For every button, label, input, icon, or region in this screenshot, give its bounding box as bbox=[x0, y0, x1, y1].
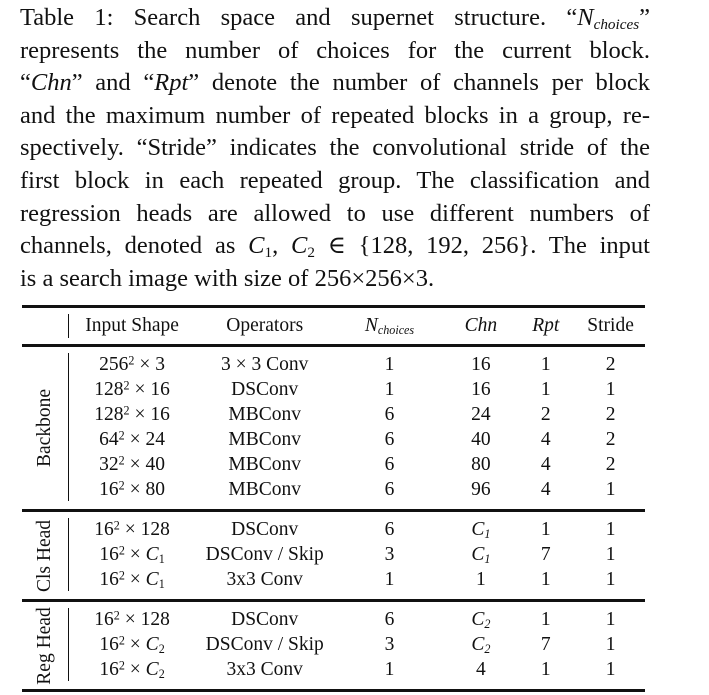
shape-rest: × 16 bbox=[129, 404, 170, 425]
cell-stride: 2 bbox=[605, 429, 616, 450]
chn-value: C bbox=[471, 544, 485, 565]
caption-text: ” denote the number of channels per block bbox=[188, 69, 650, 97]
table-row bbox=[22, 567, 645, 592]
cell-rpt: 1 bbox=[540, 379, 551, 400]
header-n-choices bbox=[333, 308, 447, 344]
chn-value: C bbox=[471, 519, 485, 540]
caption-text: , bbox=[272, 232, 292, 260]
caption-line: regression heads are allowed to use different numbers of bbox=[20, 199, 650, 227]
cell-chn bbox=[447, 352, 516, 377]
header-n-base: N bbox=[364, 315, 378, 336]
cell-rpt: 2 bbox=[540, 404, 551, 425]
group-label: Backbone bbox=[34, 389, 55, 467]
cell-operator: MBConv bbox=[228, 429, 302, 450]
cell-n-choices: 6 bbox=[384, 454, 395, 475]
math-chn: Chn bbox=[30, 69, 72, 97]
cell-input-shape bbox=[67, 377, 197, 402]
shape-rest: × 128 bbox=[119, 519, 170, 540]
shape-var: C bbox=[145, 634, 159, 655]
cell-operator: DSConv bbox=[231, 609, 299, 630]
shape-base: 16 bbox=[99, 569, 119, 590]
shape-rest: × 16 bbox=[129, 379, 170, 400]
cell-rpt: 1 bbox=[540, 659, 551, 680]
shape-base: 16 bbox=[99, 634, 119, 655]
cell-input-shape bbox=[67, 477, 197, 502]
cell-rpt: 4 bbox=[540, 479, 551, 500]
header-rpt: Rpt bbox=[532, 315, 560, 336]
caption-line: spectively. “Stride” indicates the convolutional stride of the bbox=[20, 134, 650, 162]
cell-stride: 1 bbox=[605, 479, 616, 500]
chn-sub: 1 bbox=[484, 527, 491, 542]
caption-line: is a search image with size of 256×256×3. bbox=[20, 264, 435, 292]
bottom-rule bbox=[22, 689, 645, 692]
cell-stride: 1 bbox=[605, 519, 616, 540]
chn-sub: 2 bbox=[484, 642, 491, 657]
cell-n-choices: 1 bbox=[384, 659, 395, 680]
chn-value: 80 bbox=[471, 454, 491, 475]
chn-sub: 1 bbox=[484, 552, 491, 567]
cell-operator: MBConv bbox=[228, 454, 302, 475]
cell-chn bbox=[447, 477, 516, 502]
caption-text: ” bbox=[639, 4, 650, 31]
caption-text: “ bbox=[20, 69, 31, 97]
cell-n-choices: 1 bbox=[384, 569, 395, 590]
cell-chn bbox=[447, 607, 516, 632]
math-c2-sub: 2 bbox=[307, 243, 315, 261]
header-n-sub: choices bbox=[377, 323, 415, 338]
cell-n-choices: 3 bbox=[384, 544, 395, 565]
shape-exponent: 2 bbox=[123, 403, 130, 418]
shape-exponent: 2 bbox=[113, 518, 120, 533]
cell-stride: 2 bbox=[605, 454, 616, 475]
shape-base: 16 bbox=[94, 519, 114, 540]
cell-rpt: 1 bbox=[540, 609, 551, 630]
group-cls-head bbox=[22, 512, 645, 599]
cell-input-shape bbox=[67, 567, 197, 592]
group-divider bbox=[68, 608, 69, 681]
table-row bbox=[22, 657, 645, 682]
chn-value: 40 bbox=[471, 429, 491, 450]
shape-base: 16 bbox=[99, 479, 119, 500]
caption-text: ” and “ bbox=[71, 69, 155, 97]
shape-rest: × 3 bbox=[134, 354, 165, 375]
header-chn: Chn bbox=[464, 315, 498, 336]
group-backbone bbox=[22, 347, 645, 509]
cell-stride: 1 bbox=[605, 569, 616, 590]
header-stride: Stride bbox=[587, 315, 634, 336]
cell-chn bbox=[447, 427, 516, 452]
caption-text: ∈ {128, 192, 256}. The input bbox=[314, 232, 650, 260]
cell-chn bbox=[447, 567, 516, 592]
header-input-shape: Input Shape bbox=[85, 315, 179, 336]
cell-n-choices: 6 bbox=[384, 519, 395, 540]
shape-base: 128 bbox=[94, 404, 124, 425]
shape-var: C bbox=[145, 544, 159, 565]
caption-line bbox=[20, 67, 650, 100]
group-label: Cls Head bbox=[34, 519, 55, 592]
cell-chn bbox=[447, 657, 516, 682]
caption-line: first block in each repeated group. The classification and bbox=[20, 166, 650, 194]
shape-exponent: 2 bbox=[118, 568, 125, 583]
table-body bbox=[22, 347, 645, 692]
cell-input-shape bbox=[67, 657, 197, 682]
cell-n-choices: 3 bbox=[384, 634, 395, 655]
cell-operator: DSConv bbox=[231, 379, 299, 400]
cell-chn bbox=[447, 632, 516, 657]
math-c1-sub: 1 bbox=[264, 243, 273, 261]
cell-stride: 1 bbox=[605, 609, 616, 630]
caption-line bbox=[20, 2, 650, 35]
cell-operator: MBConv bbox=[228, 479, 302, 500]
table-row bbox=[22, 402, 645, 427]
table-row bbox=[22, 542, 645, 567]
caption-text: Table 1: Search space and supernet structure. “ bbox=[20, 4, 578, 31]
group-label: Reg Head bbox=[34, 606, 55, 685]
cell-input-shape bbox=[67, 632, 197, 657]
shape-exponent: 2 bbox=[128, 353, 135, 368]
table-row bbox=[22, 632, 645, 657]
math-n bbox=[577, 4, 639, 31]
shape-base: 64 bbox=[99, 429, 119, 450]
table-row bbox=[22, 477, 645, 502]
cell-operator: 3 × 3 Conv bbox=[221, 354, 309, 375]
shape-var-sub: 2 bbox=[158, 667, 165, 682]
cell-operator: MBConv bbox=[228, 404, 302, 425]
shape-base: 32 bbox=[99, 454, 119, 475]
math-c2: C bbox=[291, 232, 308, 260]
cell-rpt: 4 bbox=[540, 429, 551, 450]
cell-input-shape bbox=[67, 452, 197, 477]
cell-operator: DSConv bbox=[231, 519, 299, 540]
chn-value: C bbox=[471, 609, 485, 630]
shape-rest: × bbox=[124, 544, 146, 565]
cell-stride: 1 bbox=[605, 544, 616, 565]
cell-n-choices: 6 bbox=[384, 404, 395, 425]
shape-var-sub: 1 bbox=[158, 552, 165, 567]
cell-stride: 1 bbox=[605, 659, 616, 680]
table-row bbox=[22, 517, 645, 542]
table-header bbox=[22, 308, 645, 344]
cell-input-shape bbox=[67, 352, 197, 377]
caption-line bbox=[20, 230, 650, 263]
table-row bbox=[22, 352, 645, 377]
shape-rest: × bbox=[124, 634, 146, 655]
table-row bbox=[22, 452, 645, 477]
chn-value: 4 bbox=[476, 659, 486, 680]
shape-exponent: 2 bbox=[118, 428, 125, 443]
cell-rpt: 7 bbox=[540, 634, 551, 655]
cell-chn bbox=[447, 517, 516, 542]
chn-value: 16 bbox=[471, 379, 491, 400]
search-space-table bbox=[22, 305, 645, 692]
shape-rest: × 80 bbox=[124, 479, 165, 500]
shape-exponent: 2 bbox=[118, 453, 125, 468]
cell-operator: DSConv / Skip bbox=[205, 544, 324, 565]
shape-rest: × bbox=[124, 659, 146, 680]
shape-var-sub: 1 bbox=[158, 577, 165, 592]
cell-rpt: 1 bbox=[540, 354, 551, 375]
cell-n-choices: 6 bbox=[384, 479, 395, 500]
shape-rest: × 40 bbox=[124, 454, 165, 475]
cell-chn bbox=[447, 377, 516, 402]
table-caption bbox=[20, 2, 650, 295]
shape-base: 256 bbox=[99, 354, 129, 375]
chn-value: 16 bbox=[471, 354, 491, 375]
cell-chn bbox=[447, 542, 516, 567]
group-divider bbox=[68, 353, 69, 501]
cell-operator: DSConv / Skip bbox=[205, 634, 324, 655]
math-c1: C bbox=[248, 232, 265, 260]
math-n-base: N bbox=[577, 4, 594, 31]
shape-rest: × 128 bbox=[119, 609, 170, 630]
cell-chn bbox=[447, 402, 516, 427]
shape-exponent: 2 bbox=[118, 633, 125, 648]
table-row bbox=[22, 377, 645, 402]
math-n-sub: choices bbox=[593, 15, 640, 33]
header-divider bbox=[68, 314, 69, 338]
caption-line: represents the number of choices for the current block. bbox=[20, 36, 650, 64]
cell-n-choices: 1 bbox=[384, 354, 395, 375]
caption-line: and the maximum number of repeated blocks in a group, re- bbox=[20, 101, 650, 129]
shape-exponent: 2 bbox=[113, 608, 120, 623]
shape-exponent: 2 bbox=[118, 478, 125, 493]
cell-stride: 2 bbox=[605, 404, 616, 425]
shape-exponent: 2 bbox=[118, 543, 125, 558]
table-row bbox=[22, 607, 645, 632]
cell-input-shape bbox=[67, 517, 197, 542]
shape-exponent: 2 bbox=[118, 658, 125, 673]
chn-value: C bbox=[471, 634, 485, 655]
shape-base: 16 bbox=[99, 659, 119, 680]
cell-n-choices: 6 bbox=[384, 609, 395, 630]
cell-input-shape bbox=[67, 607, 197, 632]
shape-base: 16 bbox=[94, 609, 114, 630]
group-divider bbox=[68, 518, 69, 591]
shape-var-sub: 2 bbox=[158, 642, 165, 657]
cell-n-choices: 6 bbox=[384, 429, 395, 450]
math-rpt: Rpt bbox=[154, 69, 189, 97]
cell-input-shape bbox=[67, 427, 197, 452]
shape-base: 128 bbox=[94, 379, 124, 400]
cell-operator: 3x3 Conv bbox=[226, 569, 303, 590]
cell-rpt: 4 bbox=[540, 454, 551, 475]
shape-rest: × 24 bbox=[124, 429, 165, 450]
chn-value: 1 bbox=[476, 569, 486, 590]
caption-text: channels, denoted as bbox=[20, 232, 249, 260]
cell-rpt: 1 bbox=[540, 569, 551, 590]
cell-stride: 2 bbox=[605, 354, 616, 375]
cell-n-choices: 1 bbox=[384, 379, 395, 400]
cell-input-shape bbox=[67, 542, 197, 567]
cell-stride: 1 bbox=[605, 379, 616, 400]
table-row bbox=[22, 427, 645, 452]
group-reg-head bbox=[22, 602, 645, 689]
shape-var: C bbox=[145, 659, 159, 680]
chn-value: 96 bbox=[471, 479, 491, 500]
cell-rpt: 7 bbox=[540, 544, 551, 565]
shape-var: C bbox=[145, 569, 159, 590]
cell-rpt: 1 bbox=[540, 519, 551, 540]
shape-exponent: 2 bbox=[123, 378, 130, 393]
shape-base: 16 bbox=[99, 544, 119, 565]
shape-rest: × bbox=[124, 569, 146, 590]
cell-chn bbox=[447, 452, 516, 477]
cell-stride: 1 bbox=[605, 634, 616, 655]
cell-operator: 3x3 Conv bbox=[226, 659, 303, 680]
chn-sub: 2 bbox=[484, 617, 491, 632]
header-operators: Operators bbox=[226, 315, 304, 336]
chn-value: 24 bbox=[471, 404, 491, 425]
cell-input-shape bbox=[67, 402, 197, 427]
